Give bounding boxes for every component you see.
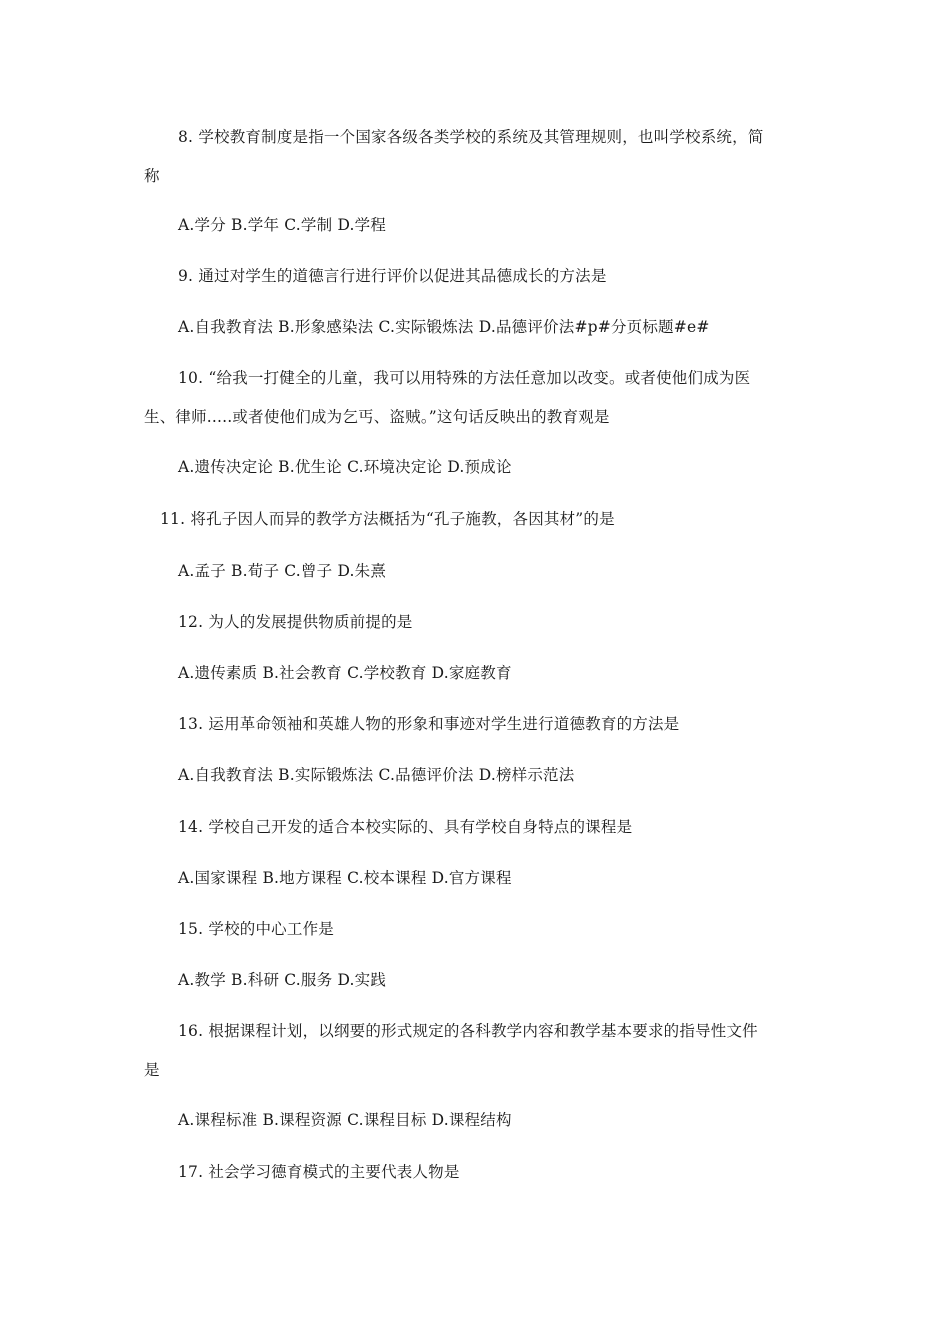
question-13: 13. 运用革命领袖和英雄人物的形象和事迹对学生进行道德教育的方法是: [178, 715, 680, 733]
question-11: 11. 将孔子因人而异的教学方法概括为“孔子施教，各因其材”的是: [160, 510, 615, 528]
question-8: 8. 学校教育制度是指一个国家各级各类学校的系统及其管理规则，也叫学校系统，简: [178, 128, 764, 146]
options-8: A.学分 B.学年 C.学制 D.学程: [178, 216, 387, 234]
question-15: 15. 学校的中心工作是: [178, 920, 334, 938]
options-16: A.课程标准 B.课程资源 C.课程目标 D.课程结构: [178, 1111, 512, 1129]
question-9: 9. 通过对学生的道德言行进行评价以促进其品德成长的方法是: [178, 267, 607, 285]
question-14: 14. 学校自己开发的适合本校实际的、具有学校自身特点的课程是: [178, 818, 633, 836]
options-12: A.遗传素质 B.社会教育 C.学校教育 D.家庭教育: [178, 664, 512, 682]
question-8-cont: 称: [144, 167, 160, 185]
question-12: 12. 为人的发展提供物质前提的是: [178, 613, 413, 631]
options-11: A.孟子 B.荀子 C.曾子 D.朱熹: [178, 562, 387, 580]
question-10: 10. “给我一打健全的儿童，我可以用特殊的方法任意加以改变。或者使他们成为医: [178, 369, 751, 387]
options-13: A.自我教育法 B.实际锻炼法 C.品德评价法 D.榜样示范法: [178, 766, 575, 784]
options-10: A.遗传决定论 B.优生论 C.环境决定论 D.预成论: [178, 458, 512, 476]
question-17: 17. 社会学习德育模式的主要代表人物是: [178, 1163, 460, 1181]
question-10-cont: 生、律师.....或者使他们成为乞丐、盗贼。”这句话反映出的教育观是: [144, 408, 610, 426]
options-15: A.教学 B.科研 C.服务 D.实践: [178, 971, 387, 989]
options-14: A.国家课程 B.地方课程 C.校本课程 D.官方课程: [178, 869, 512, 887]
question-16: 16. 根据课程计划，以纲要的形式规定的各科教学内容和教学基本要求的指导性文件: [178, 1022, 758, 1040]
options-9: A.自我教育法 B.形象感染法 C.实际锻炼法 D.品德评价法#p#分页标题#e#: [178, 318, 710, 336]
question-16-cont: 是: [144, 1061, 160, 1079]
